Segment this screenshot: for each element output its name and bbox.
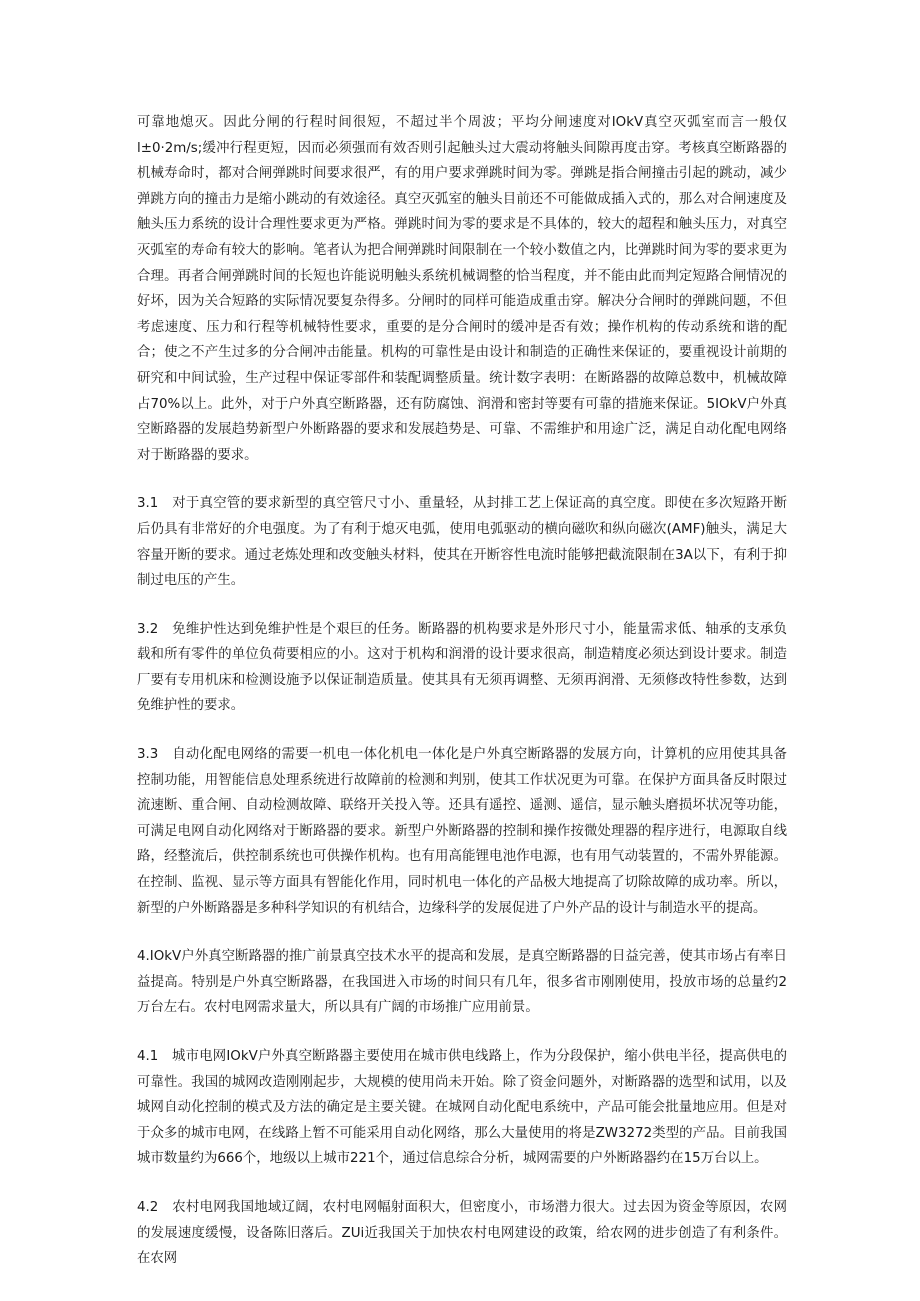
- paragraph-section-3-1: 3.1 对于真空管的要求新型的真空管尺寸小、重量轻，从封排工艺上保证高的真空度。即使在多次短路开断后仍具有非常好的介电强度。为了有利于熄灭电弧，使用电弧驱动的横向磁吹和纵向磁次(AMF)触头，满足大容量开断的要求。通过老炼处理和改变触头材料，使其在开断容性电流时能够把截流限制在3A以下，有利于抑制过电压的产生。: [137, 496, 787, 589]
- paragraph-section-4-2: 4.2 农村电网我国地域辽阔，农村电网幅射面积大，但密度小，市场潜力很大。过去因为资金等原因，农网的发展速度缓慢，设备陈旧落后。ZUi近我国关于加快农村电网建设的政策，给农网的进步创造了有利条件。在农网: [137, 1199, 787, 1267]
- paragraph-section-3-3: 3.3 自动化配电网络的需要一机电一体化机电一体化是户外真空断路器的发展方向，计算机的应用使其具备控制功能，用智能信息处理系统进行故障前的检测和判别，使其工作状况更为可靠。在保护方面具备反时限过流速断、重合闸、自动检测故障、联络开关投入等。还具有遥控、遥测、遥信，显示触头磨损坏状况等功能，可满足电网自动化网络对于断路器的要求。新型户外断路器的控制和操作按微处理器的程序进行，电源取自线路，经整流后，供控制系统也可供操作机构。也有用高能锂电池作电源，也有用气动装置的，不需外界能源。在控制、监视、显示等方面具有智能化作用，同时机电一体化的产品极大地提高了切除故障的成功率。所以，新型的户外断路器是多种科学知识的有机结合，边缘科学的发展促进了户外产品的设计与制造水平的提高。: [137, 747, 787, 916]
- paragraph-section-4: 4.IOkV户外真空断路器的推广前景真空技术水平的提高和发展，是真空断路器的日益完善，使其市场占有率日益提高。特别是户外真空断路器，在我国进入市场的时间只有几年，很多省市刚刚使用，投放市场的总量约2万台左右。农村电网需求量大，所以具有广阔的市场推广应用前景。: [137, 949, 787, 1016]
- paragraph-section-4-1: 4.1 城市电网IOkV户外真空断路器主要使用在城市供电线路上，作为分段保护，缩小供电半径，提高供电的可靠性。我国的城网改造刚刚起步，大规模的使用尚未开始。除了资金问题外，对断路器的选型和试用，以及城网自动化控制的模式及方法的确定是主要关键。在城网自动化配电系统中，产品可能会批量地应用。但是对于众多的城市电网，在线路上暂不可能采用自动化网络，那么大量使用的将是ZW3272类型的产品。目前我国城市数量约为666个，地级以上城市221个，通过信息综合分析，城网需要的户外断路器约在15万台以上。: [137, 1049, 787, 1167]
- document-body: [137, 110, 787, 1295]
- paragraph-section-3-2: 3.2 免维护性达到免维护性是个艰巨的任务。断路器的机构要求是外形尺寸小，能量需求低、轴承的支承负载和所有零件的单位负荷要相应的小。这对于机构和润滑的设计要求很高，制造精度必须达到设计要求。制造厂要有专用机床和检测设施予以保证制造质量。使其具有无须再调整、无须再润滑、无须修改特性参数，达到免维护性的要求。: [137, 621, 787, 714]
- paragraph-closing-operation: 可靠地熄灭。因此分闸的行程时间很短，不超过半个周波；平均分闸速度对IOkV真空灭弧室而言一般仅l±0·2m∕s;缓冲行程更短，因而必须强而有效否则引起触头过大震动将触头间隙再度击穿。考核真空断路器的机械寿命时，都对合闸弹跳时间要求很严，有的用户要求弹跳时间为零。弹跳是指合闸撞击引起的跳动，减少弹跳方向的撞击力是缩小跳动的有效途径。真空灭弧室的触头目前还不可能做成插入式的，那么对合闸速度及触头压力系统的设计合理性要求更为严格。弹跳时间为零的要求是不具体的，较大的超程和触头压力，对真空灭弧室的寿命有较大的影响。笔者认为把合闸弹跳时间限制在一个较小数值之内，比弹跳时间为零的要求更为合理。再者合闸弹跳时间的长短也许能说明触头系统机械调整的恰当程度，并不能由此而判定短路合闸情况的好坏，因为关合短路的实际情况要复杂得多。分闸时的同样可能造成重击穿。解决分合闸时的弹跳问题，不但考虑速度、压力和行程等机械特性要求，重要的是分合闸时的缓冲是否有效；操作机构的传动系统和谐的配合；使之不产生过多的分合闸冲击能量。机构的可靠性是由设计和制造的正确性来保证的，要重视设计前期的研究和中间试验，生产过程中保证零部件和装配调整质量。统计数字表明：在断路器的故障总数中，机械故障占70%以上。此外，对于户外真空断路器，还有防腐蚀、润滑和密封等要有可靠的措施来保证。5IOkV户外真空断路器的发展趋势新型户外断路器的要求和发展趋势是、可靠、不需维护和用途广泛，满足自动化配电网络对于断路器的要求。: [137, 115, 787, 463]
